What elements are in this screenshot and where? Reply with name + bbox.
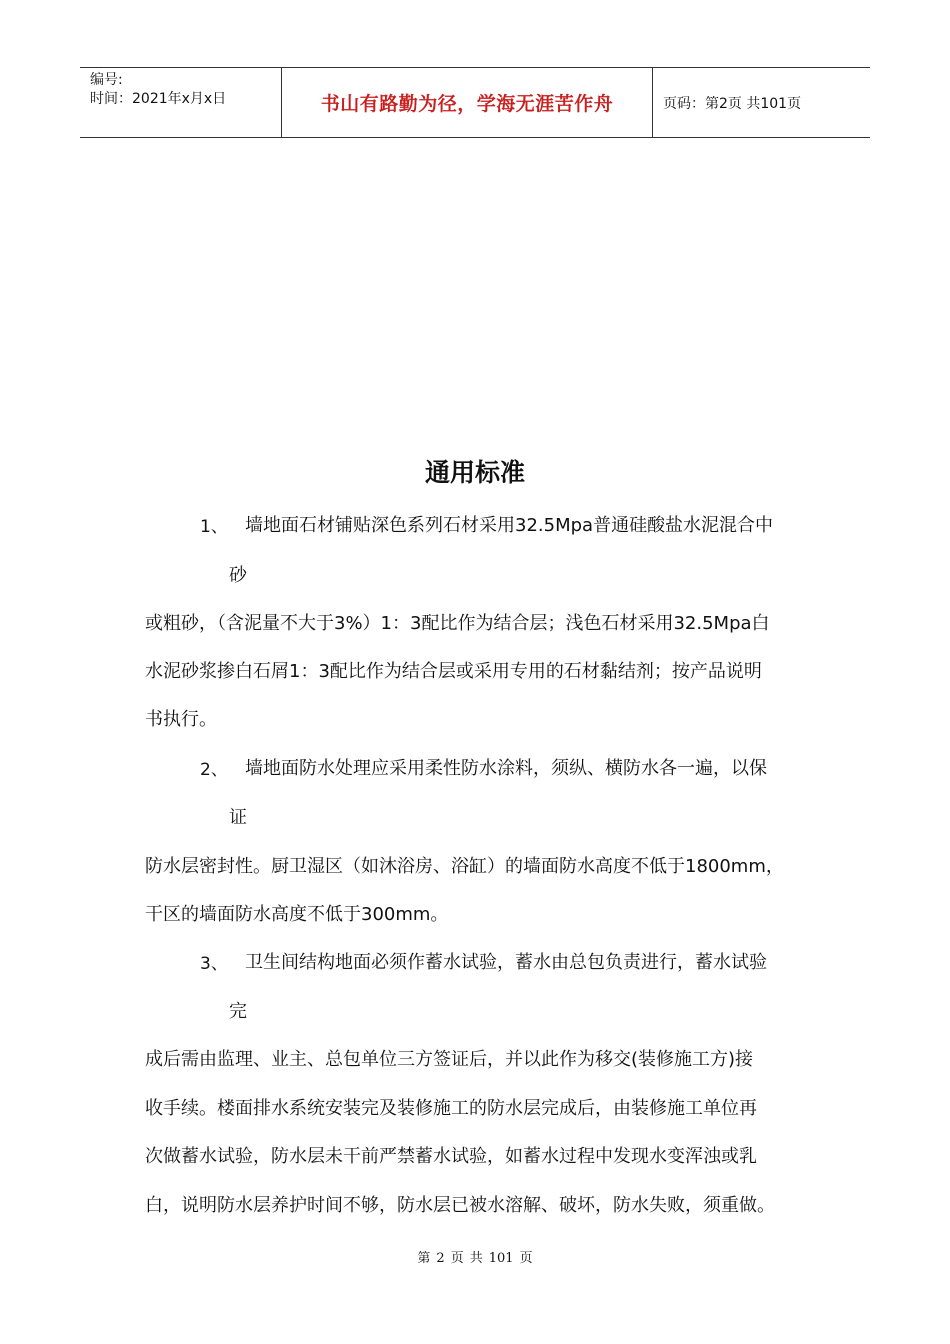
footer-ye2: 页 [519,1251,533,1266]
page-header [80,67,870,138]
document-number-label: 编号: [90,72,123,88]
footer-page-number: 2 [436,1251,445,1266]
document-date: 时间：2021年x月x日 [90,91,227,107]
item-1-line: 或粗砂，（含泥量不大于3%）1：3配比作为结合层；浅色石材采用32.5Mpa白 [145,613,770,634]
item-1-line: 书执行。 [145,709,217,730]
item-3-line: 次做蓄水试验，防水层未干前严禁蓄水试验，如蓄水过程中发现水变浑浊或乳 [145,1146,757,1167]
footer-gong: 共 [469,1251,483,1266]
item-3-line: 白，说明防水层养护时间不够，防水层已被水溶解、破坏，防水失败，须重做。 [145,1195,775,1216]
footer-di: 第 [417,1251,431,1266]
item-3-wrap: 完 [229,1001,247,1022]
item-2-number: 2、 [200,760,228,780]
header-meta [80,68,281,137]
item-2-line: 防水层密封性。厨卫湿区（如沐浴房、浴缸）的墙面防水高度不低于1800mm， [145,856,784,877]
item-3-first-line: 卫生间结构地面必须作蓄水试验，蓄水由总包负责进行，蓄水试验 [245,952,767,973]
item-3-line: 收手续。楼面排水系统安装完及装修施工的防水层完成后，由装修施工单位再 [145,1098,757,1119]
item-2-wrap: 证 [229,807,247,828]
item-1-first-line: 墙地面石材铺贴深色系列石材采用32.5Mpa普通硅酸盐水泥混合中 [245,515,774,536]
footer-ye: 页 [450,1251,464,1266]
item-3-line: 成后需由监理、业主、总包单位三方签证后，并以此作为移交(装修施工方)接 [145,1049,754,1070]
page-footer [0,1247,950,1266]
document-title: 通用标准 [424,458,525,487]
item-1-wrap: 砂 [229,565,247,586]
header-page-code: 页码：第2页 共101页 [663,95,802,112]
item-3-number: 3、 [200,954,228,974]
item-2-line: 干区的墙面防水高度不低于300mm。 [145,904,449,925]
header-motto: 书山有路勤为径，学海无涯苦作舟 [281,68,653,137]
item-2-first-line: 墙地面防水处理应采用柔性防水涂料，须纵、横防水各一遍，以保 [245,758,767,779]
item-1-line: 水泥砂浆掺白石屑1：3配比作为结合层或采用专用的石材黏结剂；按产品说明 [145,661,762,682]
footer-total-pages: 101 [488,1251,514,1266]
item-1-number: 1、 [200,517,228,537]
